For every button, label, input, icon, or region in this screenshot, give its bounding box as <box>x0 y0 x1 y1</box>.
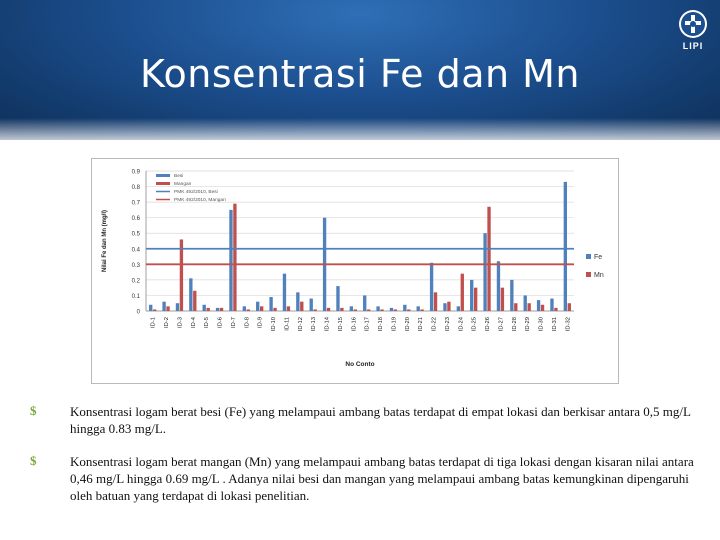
legend-swatch <box>586 254 591 259</box>
x-tick-label: ID-28 <box>511 317 518 332</box>
x-tick-label: ID-11 <box>284 317 291 331</box>
bar-mn <box>260 306 263 311</box>
x-tick-label: ID-8 <box>244 317 251 328</box>
x-tick-label: ID-31 <box>551 317 558 332</box>
y-tick-label: 0.1 <box>131 293 140 300</box>
bar-mn <box>180 239 183 311</box>
bar-mn <box>420 309 423 311</box>
bar-fe <box>296 292 299 311</box>
inner-legend-label: Mangan <box>174 182 192 187</box>
bar-fe <box>256 302 259 311</box>
x-axis-title: No Conto <box>345 361 375 368</box>
bar-fe <box>229 210 232 311</box>
bar-mn <box>501 288 504 311</box>
bar-mn <box>313 309 316 311</box>
bullet-text: Konsentrasi logam berat mangan (Mn) yang melampaui ambang batas terdapat di tiga lokasi dengan kisaran nilai antara 0,46 mg/L hingga 0.69 mg/L . Adanya nilai besi dan mangan yang melampaui ambang batas kemungkinan dipengaruhi oleh batuan yang terdapat di lokasi penelitian. <box>70 454 694 503</box>
x-tick-label: ID-18 <box>378 317 385 332</box>
x-tick-label: ID-13 <box>311 317 318 332</box>
bar-fe <box>430 263 433 311</box>
x-tick-label: ID-17 <box>364 317 371 332</box>
bar-mn <box>461 274 464 311</box>
y-tick-label: 0.2 <box>131 278 140 285</box>
bar-mn <box>434 292 437 311</box>
bar-fe <box>497 261 500 311</box>
bar-fe <box>176 303 179 311</box>
bullet-text: Konsentrasi logam berat besi (Fe) yang melampaui ambang batas terdapat di empat lokasi dan berkisar antara 0,5 mg/L hingga 0.83 mg/L. <box>70 404 691 436</box>
bar-mn <box>367 309 370 311</box>
bar-fe <box>483 233 486 311</box>
bar-fe <box>310 299 313 311</box>
x-tick-label: ID-14 <box>324 317 331 332</box>
x-tick-label: ID-2 <box>164 317 171 328</box>
bar-fe <box>243 306 246 311</box>
x-tick-label: ID-23 <box>444 317 451 332</box>
x-tick-label: ID-15 <box>337 317 344 332</box>
bar-fe <box>216 308 219 311</box>
bar-mn <box>514 303 517 311</box>
bar-mn <box>474 288 477 311</box>
bar-fe <box>283 274 286 311</box>
legend-label: Fe <box>594 254 603 261</box>
logo-emblem-icon <box>679 10 707 38</box>
bar-mn <box>247 309 250 311</box>
bar-fe <box>564 182 567 311</box>
inner-legend-label: PMK 492/2010, Besi <box>174 190 218 195</box>
bar-fe <box>457 306 460 311</box>
bar-chart <box>92 159 618 383</box>
bar-fe <box>363 295 366 311</box>
bar-mn <box>300 302 303 311</box>
x-tick-label: ID-10 <box>271 317 278 332</box>
x-tick-label: ID-24 <box>458 317 465 332</box>
x-tick-label: ID-26 <box>485 317 492 332</box>
slide-title: Konsentrasi Fe dan Mn <box>139 52 581 96</box>
header-fade <box>0 118 720 148</box>
lipi-logo <box>676 10 710 56</box>
x-tick-label: ID-21 <box>418 317 425 332</box>
bar-mn <box>380 309 383 311</box>
bar-fe <box>350 306 353 311</box>
x-tick-label: ID-9 <box>257 317 264 328</box>
bar-mn <box>541 305 544 311</box>
bullet-item <box>30 453 700 504</box>
bar-fe <box>537 300 540 311</box>
logo-text: LIPI <box>682 41 704 51</box>
bar-mn <box>487 207 490 311</box>
bar-mn <box>354 309 357 311</box>
legend-label: Mn <box>594 272 604 279</box>
bar-fe <box>417 306 420 311</box>
bar-fe <box>524 295 527 311</box>
inner-legend-swatch <box>156 182 170 185</box>
bullet-item <box>30 403 700 437</box>
y-tick-label: 0.3 <box>131 262 140 269</box>
bar-fe <box>162 302 165 311</box>
x-tick-label: ID-20 <box>404 317 411 332</box>
bar-mn <box>193 291 196 311</box>
y-tick-label: 0 <box>136 309 140 316</box>
bar-mn <box>327 308 330 311</box>
bar-fe <box>443 303 446 311</box>
x-tick-label: ID-29 <box>525 317 532 332</box>
bar-mn <box>166 306 169 311</box>
bar-fe <box>403 305 406 311</box>
y-tick-label: 0.6 <box>131 216 140 223</box>
bar-fe <box>376 306 379 311</box>
bar-fe <box>336 286 339 311</box>
bar-mn <box>153 309 156 311</box>
bar-fe <box>203 305 206 311</box>
x-tick-label: ID-16 <box>351 317 358 332</box>
bar-fe <box>510 280 513 311</box>
bullet-icon: $ <box>30 453 37 468</box>
x-tick-label: ID-32 <box>565 317 572 332</box>
bar-mn <box>527 303 530 311</box>
x-tick-label: ID-1 <box>150 317 157 328</box>
x-tick-label: ID-30 <box>538 317 545 332</box>
y-tick-label: 0.8 <box>131 185 140 192</box>
x-tick-label: ID-5 <box>204 317 211 328</box>
chart-frame <box>91 158 619 384</box>
bar-mn <box>407 309 410 311</box>
bar-mn <box>233 204 236 311</box>
x-tick-label: ID-7 <box>230 317 237 328</box>
bar-fe <box>269 297 272 311</box>
bar-mn <box>568 303 571 311</box>
bar-mn <box>554 308 557 311</box>
bar-mn <box>273 308 276 311</box>
legend-swatch <box>586 272 591 277</box>
inner-legend-swatch <box>156 174 170 177</box>
bar-fe <box>189 278 192 311</box>
bar-fe <box>390 308 393 311</box>
bar-fe <box>149 305 152 311</box>
bar-mn <box>340 308 343 311</box>
x-tick-label: ID-12 <box>297 317 304 332</box>
y-tick-label: 0.5 <box>131 231 140 238</box>
bar-mn <box>220 308 223 311</box>
bar-fe <box>550 299 553 311</box>
inner-legend-label: PMK 492/2010, Mangan <box>174 198 226 203</box>
y-axis-title: Nilai Fe dan Mn (mg/l) <box>102 209 108 273</box>
bullet-icon: $ <box>30 403 37 418</box>
y-tick-label: 0.4 <box>131 247 140 254</box>
x-tick-label: ID-6 <box>217 317 224 328</box>
bar-mn <box>394 309 397 311</box>
bar-mn <box>447 302 450 311</box>
x-tick-label: ID-27 <box>498 317 505 332</box>
x-tick-label: ID-4 <box>190 317 197 328</box>
bar-mn <box>287 306 290 311</box>
x-tick-label: ID-3 <box>177 317 184 328</box>
x-tick-label: ID-25 <box>471 317 478 332</box>
bullet-list <box>30 403 700 520</box>
x-tick-label: ID-22 <box>431 317 438 332</box>
bar-fe <box>470 280 473 311</box>
y-tick-label: 0.9 <box>131 169 140 176</box>
inner-legend-label: Besi <box>174 174 184 179</box>
y-tick-label: 0.7 <box>131 200 140 207</box>
bar-mn <box>206 308 209 311</box>
x-tick-label: ID-19 <box>391 317 398 332</box>
